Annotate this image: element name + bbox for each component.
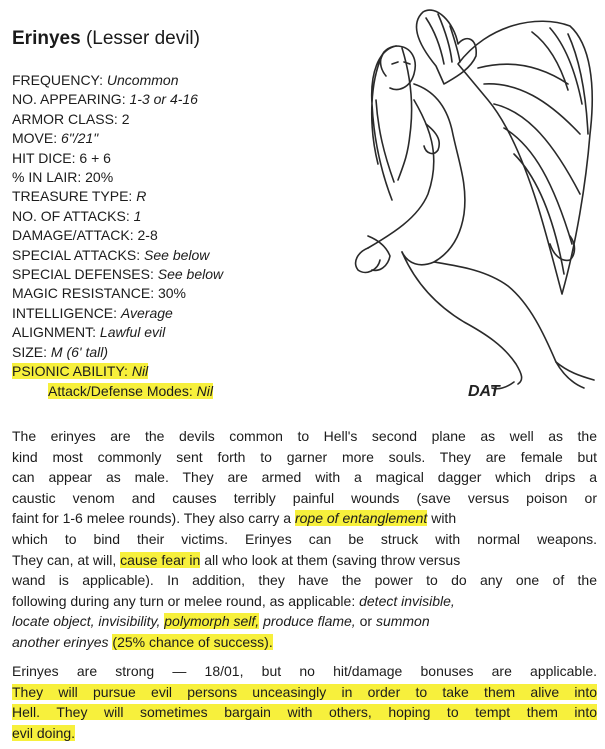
- stat-size: [12, 343, 223, 362]
- stat-label: MAGIC RESISTANCE:: [12, 285, 155, 302]
- description-paragraph-2: [12, 661, 597, 743]
- stat-label: MOVE:: [12, 130, 58, 147]
- stat-value: 1: [133, 207, 142, 224]
- text-line: [12, 632, 597, 653]
- stat-attack-defense-modes: [12, 382, 223, 401]
- text-line: [12, 550, 597, 571]
- text-span: another erinyes: [12, 633, 109, 650]
- highlight: They will pursue evil persons unceasingly in order to take them alive into: [12, 683, 597, 700]
- highlight: (25% chance of success).: [112, 633, 273, 650]
- stat-value: 2: [121, 110, 130, 127]
- stat-value: See below: [157, 266, 224, 283]
- stat-armor-class: [12, 110, 223, 129]
- left-wing: [417, 10, 477, 84]
- stat-label: PSIONIC ABILITY:: [12, 363, 128, 380]
- highlight: [12, 363, 148, 379]
- text-line: The erinyes are the devils common to Hell's second plane as well as the: [12, 428, 597, 444]
- stat-value: 20%: [85, 169, 114, 186]
- monster-subtitle: (Lesser devil): [85, 28, 200, 49]
- stat-value: Nil: [131, 363, 149, 380]
- stat-value: See below: [144, 246, 210, 263]
- stat-label: % IN LAIR:: [12, 169, 82, 186]
- stat-value: Uncommon: [106, 72, 179, 88]
- stat-magic-resistance: [12, 284, 223, 303]
- text-line: [12, 682, 597, 703]
- text-span: locate object, invisibility,: [12, 613, 161, 630]
- stat-damage-attack: [12, 226, 223, 245]
- rope: [368, 236, 390, 270]
- highlight: cause fear in: [120, 551, 201, 568]
- stat-label: INTELLIGENCE:: [12, 304, 118, 321]
- stat-value: Lawful evil: [99, 324, 166, 341]
- stat-label: TREASURE TYPE:: [12, 188, 133, 205]
- stat-label: ALIGNMENT:: [12, 324, 97, 341]
- stat-value: 1-3 or 4-16: [129, 91, 198, 108]
- stat-label: Attack/Defense Modes:: [48, 382, 193, 399]
- text-line: can appear as male. They are armed with a magical dagger which drips a: [12, 469, 597, 486]
- stat-alignment: [12, 323, 223, 342]
- stat-label: DAMAGE/ATTACK:: [12, 227, 134, 244]
- text-line: [12, 702, 597, 723]
- stat-label: SPECIAL ATTACKS:: [12, 246, 141, 263]
- highlight: [48, 383, 213, 399]
- text-line: [12, 723, 597, 744]
- stat-label: NO. APPEARING:: [12, 91, 126, 108]
- stat-special-attacks: [12, 246, 223, 265]
- stat-hit-dice: [12, 149, 223, 168]
- text-line: [12, 591, 597, 612]
- description-paragraph-1: [12, 426, 597, 653]
- monster-title: [12, 28, 200, 50]
- stat-no-of-attacks: [12, 207, 223, 226]
- text-line: [12, 508, 597, 529]
- stat-value: R: [136, 188, 147, 205]
- text-line: wand is applicable). In addition, they have the power to do any one of the: [12, 572, 597, 589]
- stat-value: 6"/21": [61, 130, 99, 147]
- text-span: produce flame,: [263, 613, 356, 630]
- stat-value: 2-8: [137, 227, 158, 244]
- text-line: [12, 611, 597, 632]
- text-span: detect invisible,: [359, 592, 455, 609]
- stat-value: 30%: [157, 285, 187, 302]
- text-span: with: [431, 510, 457, 527]
- stat-intelligence: [12, 304, 223, 323]
- text-span: following during any turn or melee round, as applicable:: [12, 592, 356, 609]
- highlight: evil doing.: [12, 724, 76, 741]
- stat-block: [12, 71, 223, 401]
- stat-treasure-type: [12, 187, 223, 206]
- text-span: or: [359, 613, 373, 630]
- stat-value: Nil: [196, 382, 213, 399]
- text-line: caustic venom and causes terribly painful wounds (save versus poison or: [12, 489, 597, 506]
- text-span: all who look at them (saving throw versus: [204, 551, 461, 568]
- stat-label: ARMOR CLASS:: [12, 110, 118, 127]
- stat-move: [12, 129, 223, 148]
- stat-label: SPECIAL DEFENSES:: [12, 266, 154, 283]
- text-span: They can, at will,: [12, 551, 117, 568]
- leg: [434, 262, 584, 388]
- stat-label: HIT DICE:: [12, 149, 76, 166]
- text-span: summon: [375, 613, 430, 630]
- text-line: Erinyes are strong — 18/01, but no hit/damage bonuses are applicable.: [12, 663, 597, 679]
- text-line: kind most commonly sent forth to garner more souls. They are female but: [12, 448, 597, 465]
- stat-value: M (6' tall): [50, 343, 109, 360]
- stat-no-appearing: [12, 90, 223, 109]
- stat-frequency: [12, 71, 223, 90]
- stat-in-lair: [12, 168, 223, 187]
- right-wing: [458, 21, 592, 294]
- erinyes-illustration: [318, 4, 604, 416]
- stat-value: 6 + 6: [79, 149, 111, 166]
- highlight: Hell. They will sometimes bargain with others, hoping to tempt them into: [12, 704, 597, 721]
- stat-label: NO. OF ATTACKS:: [12, 207, 130, 224]
- highlight: polymorph self,: [164, 613, 260, 630]
- stat-special-defenses: [12, 265, 223, 284]
- artist-signature: DAT: [468, 383, 500, 400]
- stat-psionic-ability: [12, 362, 223, 381]
- text-span: faint for 1-6 melee rounds). They also carry a: [12, 510, 292, 527]
- stat-label: FREQUENCY:: [12, 72, 104, 88]
- highlight: rope of entanglement: [294, 510, 428, 527]
- text-line: which to bind their victims. Erinyes can be struck with normal weapons.: [12, 530, 597, 547]
- monster-name: Erinyes: [12, 28, 81, 49]
- stat-value: Average: [120, 304, 173, 321]
- stat-label: SIZE:: [12, 343, 48, 360]
- hair: [372, 46, 412, 200]
